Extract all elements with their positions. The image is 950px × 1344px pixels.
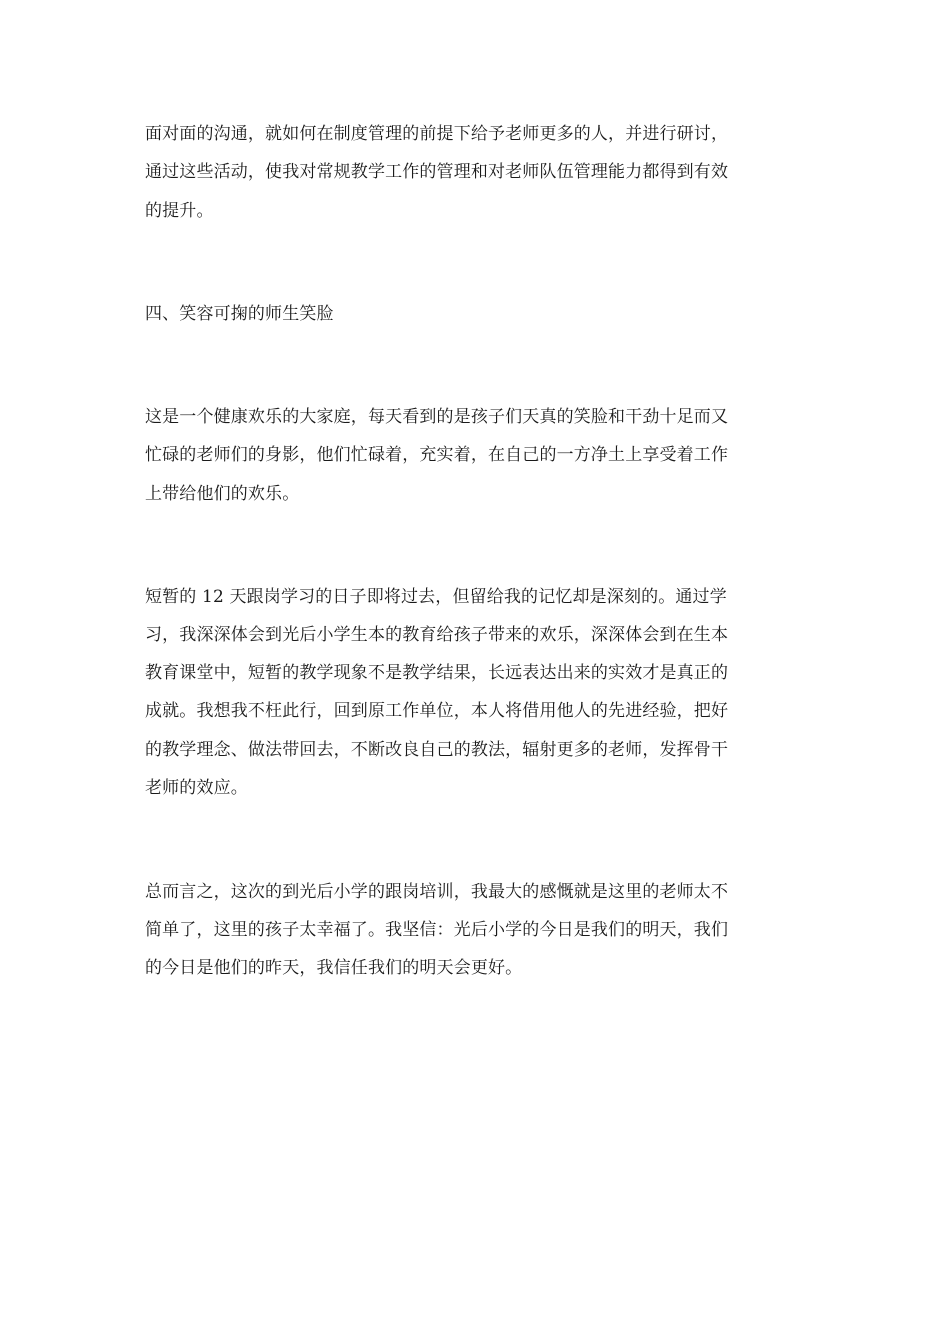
paragraph-3-line-1: 短暂的 12 天跟岗学习的日子即将过去，但留给我的记忆却是深刻的。通过学	[145, 587, 727, 607]
paragraph-4-line-3: 的今日是他们的昨天，我信任我们的明天会更好。	[145, 958, 523, 978]
paragraph-1-line-2: 通过这些活动，使我对常规教学工作的管理和对老师队伍管理能力都得到有效	[145, 162, 729, 182]
paragraph-3-line-4: 成就。我想我不枉此行，回到原工作单位，本人将借用他人的先进经验，把好	[145, 701, 729, 721]
paragraph-2-line-2: 忙碌的老师们的身影，他们忙碌着，充实着，在自己的一方净土上享受着工作	[145, 445, 729, 465]
section-heading-4: 四、笑容可掬的师生笑脸	[145, 304, 334, 324]
paragraph-1-line-3: 的提升。	[145, 201, 214, 221]
paragraph-3-line-5: 的教学理念、做法带回去，不断改良自己的教法，辐射更多的老师，发挥骨干	[145, 740, 729, 760]
paragraph-3-line-6: 老师的效应。	[145, 778, 248, 798]
paragraph-4-line-1: 总而言之，这次的到光后小学的跟岗培训，我最大的感慨就是这里的老师太不	[145, 882, 729, 902]
paragraph-2-line-1: 这是一个健康欢乐的大家庭，每天看到的是孩子们天真的笑脸和干劲十足而又	[145, 407, 729, 427]
paragraph-3-line-2: 习，我深深体会到光后小学生本的教育给孩子带来的欢乐，深深体会到在生本	[145, 625, 729, 645]
paragraph-4-line-2: 简单了，这里的孩子太幸福了。我坚信：光后小学的今日是我们的明天，我们	[145, 920, 729, 940]
paragraph-3-line-3: 教育课堂中，短暂的教学现象不是教学结果，长远表达出来的实效才是真正的	[145, 663, 729, 683]
paragraph-2-line-3: 上带给他们的欢乐。	[145, 484, 300, 504]
paragraph-1-line-1: 面对面的沟通，就如何在制度管理的前提下给予老师更多的人，并进行研讨，	[145, 124, 729, 144]
